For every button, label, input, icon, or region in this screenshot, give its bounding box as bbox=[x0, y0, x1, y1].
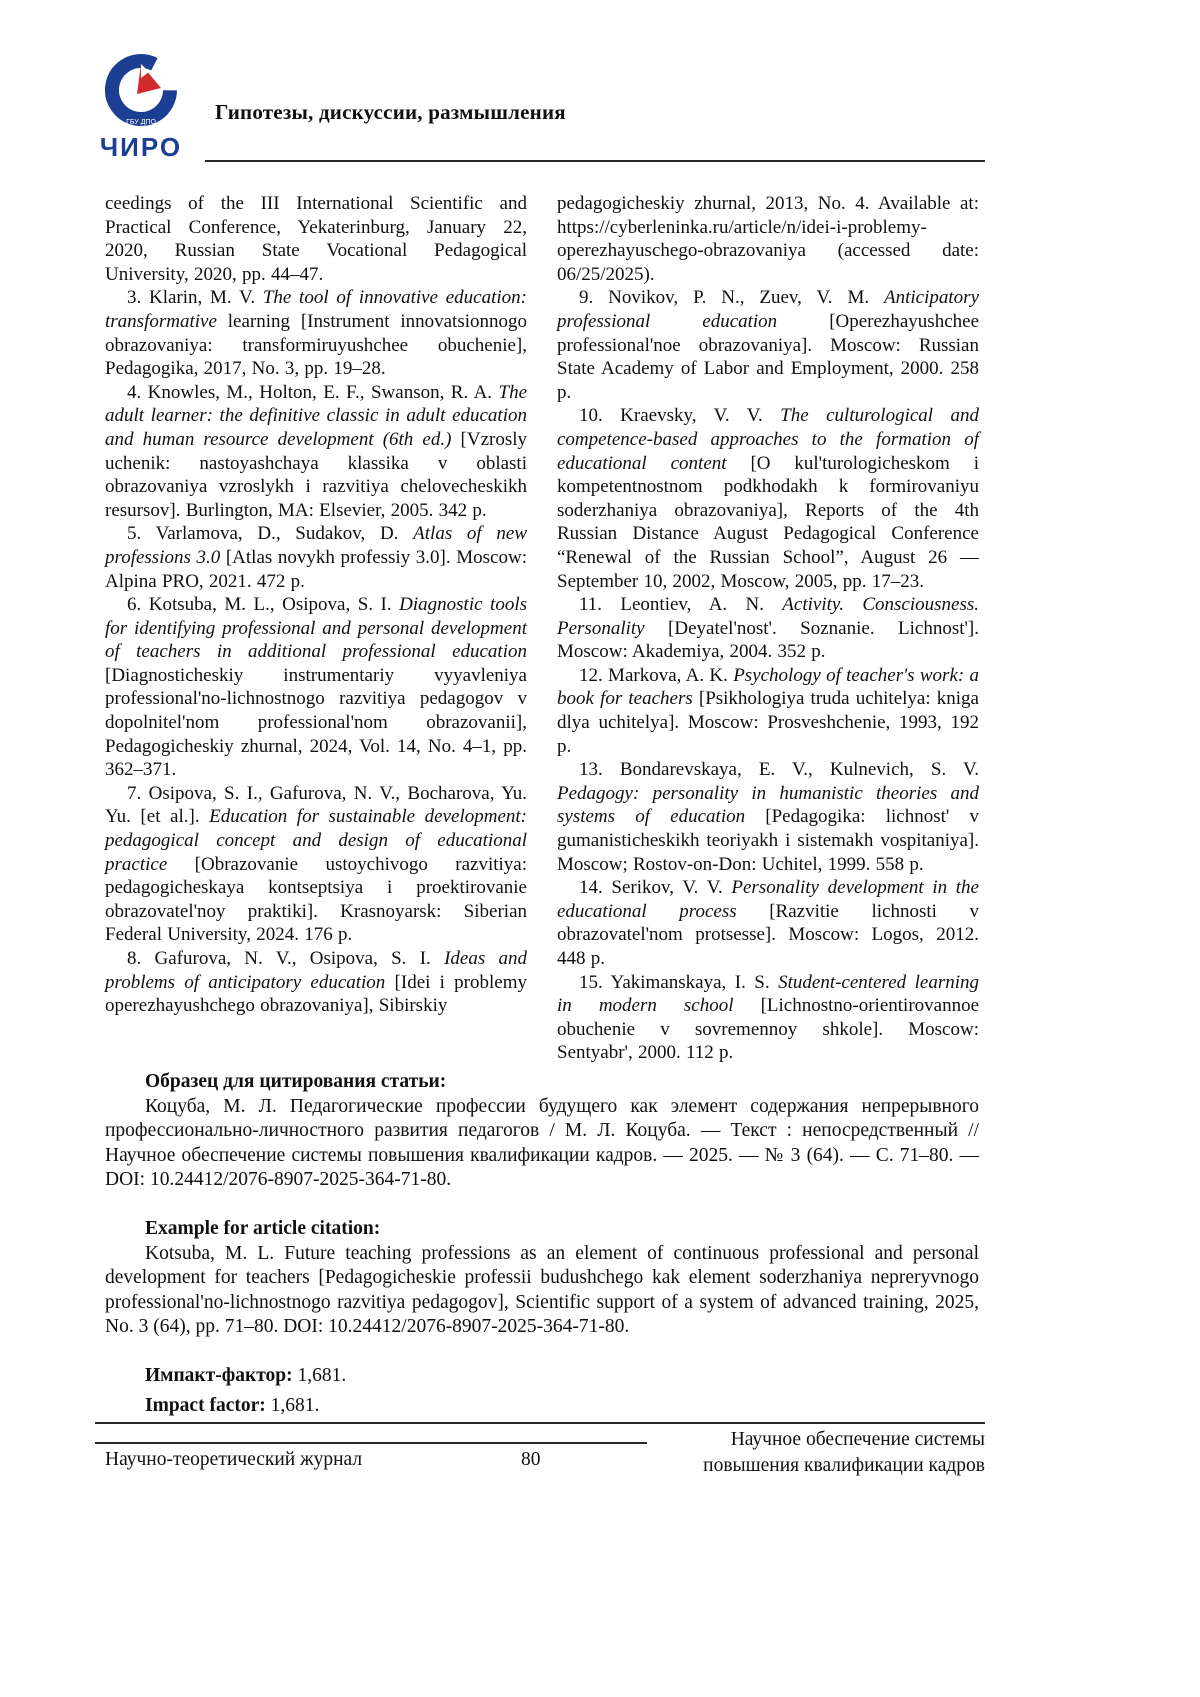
reference-text-run: 4. Knowles, M., Holton, E. F., Swanson, R. A. bbox=[127, 381, 499, 403]
reference-item bbox=[557, 971, 979, 1065]
reference-text-run: 9. Novikov, P. N., Zuev, V. M. bbox=[579, 287, 885, 309]
footer-journal-type: Научно-теоретический журнал bbox=[105, 1449, 363, 1470]
reference-item bbox=[105, 286, 527, 380]
page-number: 80 bbox=[521, 1449, 541, 1470]
reference-item bbox=[105, 593, 527, 782]
reference-text-run: Diagnostic tools for identifying professional and personal development of teachers in additional professional education bbox=[105, 594, 527, 663]
reference-item bbox=[557, 593, 979, 664]
footer-journal-name-line1: Научное обеспечение системы bbox=[730, 1429, 985, 1450]
logo-small-text: ГБУ ДПО bbox=[126, 119, 156, 126]
journal-logo bbox=[95, 48, 187, 162]
reference-text-run: [Vzrosly uchenik: nastoyashchaya klassika v oblasti obrazovaniya vzroslykh i razvitiya chelovecheskikh resursov]. Burlington, MA: Elsevier, 2005. 342 p. bbox=[105, 428, 528, 521]
reference-text-run: [Obrazovanie ustoychivogo razvitiya: pedagogicheskaya kontseptsiya i proektirovanie obrazovatel'noy praktiki]. Krasnoyarsk: Siberian Federal University, 2024. 176 p. bbox=[105, 853, 527, 946]
reference-text-run: [Pedagogika: lichnost' v gumanisticheskikh teoriyakh i sistemakh vospitaniya]. Moscow; Rostov-on-Don: Uchitel, 1999. 558 p. bbox=[557, 806, 979, 875]
reference-text-run: 8. Gafurova, N. V., Osipova, S. I. bbox=[127, 948, 445, 969]
citation-section bbox=[105, 1070, 979, 1423]
impact-factor-en-label: Impact factor: bbox=[145, 1394, 266, 1416]
impact-factor-ru-value: 1,681. bbox=[297, 1364, 347, 1386]
reference-text-run: 10. Kraevsky, V. V. bbox=[579, 405, 781, 427]
reference-text-run: The tool of innovative education: transformative bbox=[105, 287, 527, 332]
reference-item bbox=[105, 947, 527, 1018]
footer-journal-name-line2: повышения квалификации кадров bbox=[703, 1455, 985, 1476]
reference-item bbox=[557, 404, 979, 593]
citation-en-text: Kotsuba, M. L. Future teaching professions as an element of continuous professional and personal development for teachers [Pedagogicheskie professii budushchego kak element soderzhaniya nepreryvnogo professional'no-lichnostnogo razvitiya pedagogov], Scientific support of a system of advanced training, 2025, No. 3 (64), pp. 71–80. DOI: 10.24412/2076-8907-2025-364-71-80. bbox=[105, 1242, 979, 1338]
reference-text-run: [Idei i problemy operezhayushchego obrazovaniya], Sibirskiy bbox=[105, 971, 527, 1017]
citation-ru-heading: Образец для цитирования статьи: bbox=[145, 1071, 447, 1092]
references-left-column bbox=[105, 192, 527, 1065]
reference-text-run: [Diagnosticheskiy instrumentariy vyyavleniya professional'no-lichnostnogo razvitiya pedagogov v dopolnitel'nom professional'nom obrazovanii], Pedagogicheskiy zhurnal, 2024, Vol. 14, No. 4–1, pp. 362–371. bbox=[105, 664, 527, 781]
references-right-column bbox=[557, 192, 979, 1065]
reference-item bbox=[105, 522, 527, 593]
reference-text-run: Personality development in the educational process bbox=[557, 877, 979, 922]
reference-item bbox=[105, 381, 527, 523]
citation-en-heading: Example for article citation: bbox=[145, 1217, 381, 1239]
reference-text-run: Psychology of teacher's work: a book for teachers bbox=[557, 664, 979, 710]
logo-acronym: ЧИРО bbox=[99, 132, 183, 162]
header-rule bbox=[205, 160, 985, 162]
reference-text-run: The culturological and competence-based approaches to the formation of educational content bbox=[557, 405, 979, 474]
reference-text-run: [Lichnostno-orientirovannoe obuchenie v sovremennoy shkole]. Moscow: Sentyabr', 2000. 112 p. bbox=[557, 995, 980, 1064]
footer-journal-name bbox=[703, 1427, 985, 1479]
reference-text-run: 14. Serikov, V. V. bbox=[579, 877, 732, 899]
reference-text-run: [Psikhologiya truda uchitelya: kniga dlya uchitelya]. Moscow: Prosveshchenie, 1993, 192 p. bbox=[557, 688, 979, 757]
reference-text-run: Anticipatory professional education bbox=[557, 287, 979, 332]
reference-text-run: [Atlas novykh professiy 3.0]. Moscow: Alpina PRO, 2021. 472 p. bbox=[105, 546, 527, 592]
chiro-logo-icon bbox=[95, 48, 187, 162]
reference-item bbox=[557, 758, 979, 876]
reference-item bbox=[557, 286, 979, 404]
reference-text-run: [Operezhayushchee professional'noe obrazovaniya]. Moscow: Russian State Academy of Labor and Employment, 2000. 258 p. bbox=[557, 310, 979, 403]
impact-factor-ru-label: Импакт-фактор: bbox=[145, 1364, 293, 1386]
page-footer bbox=[95, 1422, 985, 1492]
reference-text-run: Education for sustainable development: pedagogical concept and design of educational practice bbox=[105, 806, 527, 875]
reference-text-run: 12. Markova, A. K. bbox=[579, 664, 734, 686]
impact-factor-en bbox=[105, 1394, 979, 1419]
reference-text-run: [Razvitie lichnosti v obrazovatel'nom protsesse]. Moscow: Logos, 2012. 448 p. bbox=[557, 900, 979, 969]
reference-text-run: 3. Klarin, M. V. bbox=[127, 287, 263, 309]
reference-text-run: 5. Varlamova, D., Sudakov, D. bbox=[127, 523, 414, 545]
reference-text-run: Activity. Consciousness. Personality bbox=[557, 594, 979, 639]
reference-text-run: Pedagogy: personality in humanistic theories and systems of education bbox=[557, 782, 979, 828]
reference-text-run: ceedings of the III International Scientific and Practical Conference, Yekaterinburg, January 22, 2020, Russian State Vocational Pedagogical University, 2020, pp. 44–47. bbox=[105, 193, 527, 285]
impact-factor-ru bbox=[105, 1364, 979, 1389]
reference-item bbox=[105, 192, 527, 286]
reference-item bbox=[557, 876, 979, 970]
reference-text-run: 7. Osipova, S. I., Gafurova, N. V., Bocharova, Yu. Yu. [et al.]. bbox=[105, 782, 527, 828]
reference-text-run: 6. Kotsuba, M. L., Osipova, S. I. bbox=[127, 594, 400, 616]
reference-text-run: pedagogicheskiy zhurnal, 2013, No. 4. Available at: https://cyberleninka.ru/article/n/idei-i-problemy-operezhayuschego-obrazovaniya (accessed date: 06/25/2025). bbox=[557, 193, 979, 285]
reference-item bbox=[557, 192, 979, 286]
reference-text-run: learning [Instrument innovatsionnogo obrazovaniya: transformiruyushchee obuchenie], Pedagogika, 2017, No. 3, pp. 19–28. bbox=[105, 310, 527, 380]
reference-text-run: [Deyatel'nost'. Soznanie. Lichnost']. Moscow: Akademiya, 2004. 352 p. bbox=[557, 617, 979, 663]
reference-text-run: 11. Leontiev, A. N. bbox=[579, 594, 783, 616]
reference-text-run: The adult learner: the definitive classic in adult education and human resource development (6th ed.) bbox=[105, 381, 527, 450]
reference-text-run: Ideas and problems of anticipatory education bbox=[105, 948, 527, 993]
footer-rule-top bbox=[95, 1422, 985, 1424]
reference-text-run: Student-centered learning in modern school bbox=[557, 971, 979, 1017]
reference-text-run: 15. Yakimanskaya, I. S. bbox=[579, 971, 779, 993]
reference-text-run: Atlas of new professions 3.0 bbox=[105, 523, 527, 568]
reference-text-run: 13. Bondarevskaya, E. V., Kulnevich, S. V. bbox=[579, 759, 979, 781]
footer-rule-mid bbox=[95, 1442, 647, 1444]
reference-text-run: [O kul'turologicheskom i kompetentnostnom podkhodakh k formirovaniyu soderzhaniya obrazovaniya], Reports of the 4th Russian Distance August Pedagogical Conference “Renewal of the Russian School”, August 26 — September 10, 2002, Moscow, 2005, pp. 17–23. bbox=[557, 452, 979, 592]
citation-ru-text: Коцуба, М. Л. Педагогические профессии будущего как элемент содержания непрерывного профессионально-личностного развития педагогов / М. Л. Коцуба. — Текст : непосредственный // Научное обеспечение системы повышения квалификации кадров. — 2025. — № 3 (64). — С. 71–80. — DOI: 10.24412/2076-8907-2025-364-71-80. bbox=[105, 1095, 979, 1191]
reference-item bbox=[557, 664, 979, 758]
reference-item bbox=[105, 782, 527, 947]
page-header bbox=[95, 48, 985, 166]
section-title: Гипотезы, дискуссии, размышления bbox=[215, 100, 566, 124]
impact-factor-en-value: 1,681. bbox=[270, 1394, 320, 1416]
references-section bbox=[105, 192, 979, 1065]
